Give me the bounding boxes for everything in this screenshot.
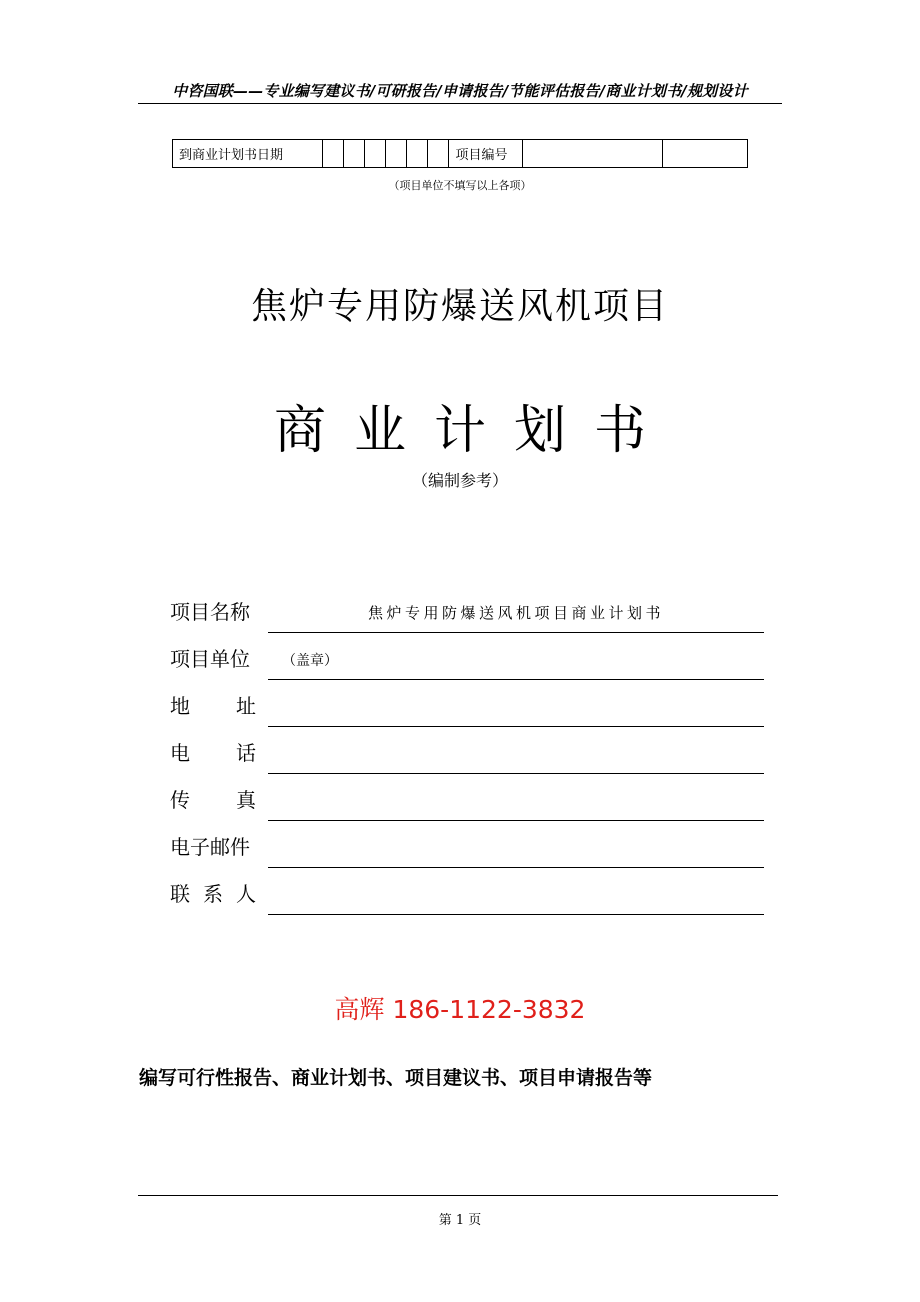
field-underline [268, 867, 764, 868]
project-title: 焦炉专用防爆送风机项目 [250, 286, 669, 327]
field-contact-person [170, 879, 764, 915]
field-project-unit [170, 644, 764, 680]
field-label-char: 真 [236, 788, 256, 812]
field-underline [268, 679, 764, 680]
field-label [170, 737, 256, 766]
project-number-extra-cell[interactable] [662, 140, 747, 168]
date-digit-box[interactable] [386, 140, 407, 168]
field-project-name [170, 597, 764, 633]
field-underline [268, 632, 764, 633]
document-title: 商业计划书 [273, 401, 674, 461]
field-underline [268, 773, 764, 774]
project-number-cell[interactable] [522, 140, 662, 168]
header-divider [138, 103, 782, 104]
field-underline [268, 820, 764, 821]
field-address [170, 691, 764, 727]
field-label-char: 话 [236, 741, 256, 765]
field-value[interactable]: 焦炉专用防爆送风机项目商业计划书 [367, 604, 664, 622]
date-digit-box[interactable] [343, 140, 364, 168]
date-digit-box[interactable] [365, 140, 386, 168]
field-value[interactable]: （盖章） [282, 653, 338, 669]
document-subtitle: （编制参考） [411, 471, 508, 490]
field-fax [170, 785, 764, 821]
contact-info: 高辉 186-1122-3832 [334, 995, 586, 1024]
project-number-label: 项目编号 [449, 140, 522, 168]
date-digit-box[interactable] [322, 140, 343, 168]
field-label [170, 784, 256, 813]
field-label-char: 址 [236, 694, 256, 718]
field-email [170, 832, 764, 868]
field-label: 项目名称 [170, 600, 250, 624]
field-phone [170, 738, 764, 774]
date-digit-box[interactable] [407, 140, 428, 168]
services-text: 编写可行性报告、商业计划书、项目建议书、项目申请报告等 [139, 1067, 653, 1089]
footer-divider [138, 1195, 778, 1196]
date-digit-box[interactable] [428, 140, 449, 168]
field-label-char: 电 [170, 741, 190, 765]
field-label [170, 878, 256, 907]
date-label: 到商业计划书日期 [173, 140, 323, 168]
page-header: 中咨国联——专业编写建议书/可研报告/申请报告/节能评估报告/商业计划书/规划设计 [172, 82, 748, 100]
field-label-char: 系 [203, 882, 223, 906]
field-label-char: 联 [170, 882, 190, 906]
field-label-char: 地 [170, 694, 190, 718]
field-label: 项目单位 [170, 647, 250, 671]
table-note: （项目单位不填写以上各项） [388, 179, 532, 192]
field-label-char: 人 [236, 882, 256, 906]
submission-info-table [172, 139, 748, 168]
field-underline [268, 914, 764, 915]
field-label [170, 690, 256, 719]
field-label-char: 传 [170, 788, 190, 812]
page-number: 第 1 页 [438, 1213, 482, 1228]
field-underline [268, 726, 764, 727]
field-label: 电子邮件 [170, 835, 250, 859]
